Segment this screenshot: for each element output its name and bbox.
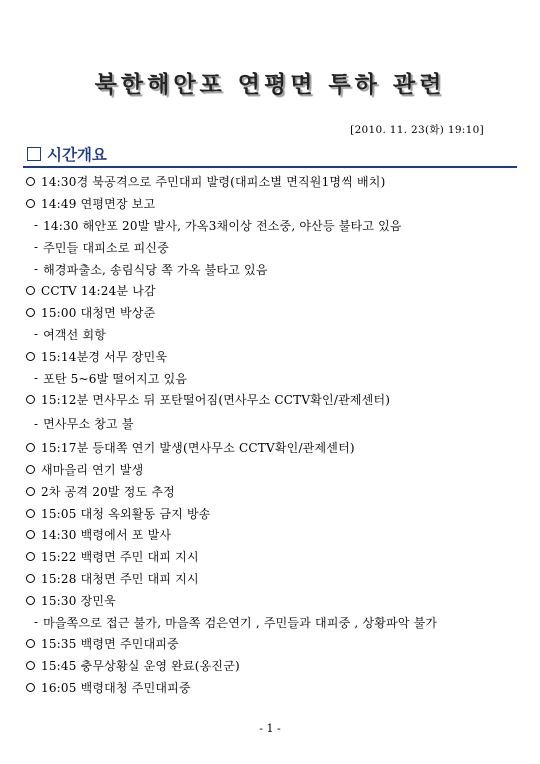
item-text: 15:28 대청면 주민 대피 지시 (41, 571, 199, 586)
timeline-item (26, 480, 521, 502)
dash-bullet: - (34, 218, 39, 233)
timeline-item (26, 502, 521, 524)
dash-bullet: - (34, 327, 39, 342)
document-title: 북한해안포 연평면 투하 관련 (94, 72, 446, 98)
circle-bullet-icon (26, 465, 35, 474)
circle-bullet-icon (26, 286, 35, 295)
timeline-item (26, 568, 521, 590)
item-text: 15:00 대청면 박상준 (41, 306, 156, 321)
timeline-item (26, 302, 521, 324)
item-text: 주민들 대피소로 피신중 (43, 240, 170, 255)
timeline-item (26, 389, 521, 411)
dash-bullet: - (34, 615, 39, 630)
timeline-item (26, 546, 521, 568)
circle-bullet-icon (26, 177, 35, 186)
empty-box-icon (27, 147, 41, 161)
timeline-subitem (26, 611, 521, 633)
timeline-item (26, 280, 521, 302)
report-datetime: [2010. 11. 23(화) 19:10] (350, 124, 484, 136)
dash-bullet: - (34, 240, 39, 255)
circle-bullet-icon (26, 574, 35, 583)
circle-bullet-icon (26, 596, 35, 605)
item-text: 14:30 백령에서 포 발사 (41, 528, 172, 543)
timeline-subitem (26, 236, 521, 258)
circle-bullet-icon (26, 661, 35, 670)
timeline-item (26, 633, 521, 655)
circle-bullet-icon (26, 395, 35, 404)
timeline-item (26, 589, 521, 611)
circle-bullet-icon (26, 683, 35, 692)
timeline-item (26, 345, 521, 367)
section-title: 시간개요 (47, 146, 107, 164)
item-text: 여객선 회항 (43, 327, 107, 342)
section-divider (23, 166, 517, 168)
item-text: 15:22 백령면 주민 대피 지시 (41, 550, 199, 565)
timeline-item (26, 459, 521, 481)
item-text: 15:45 충무상황실 운영 완료(옹진군) (41, 659, 240, 674)
timeline-item (26, 677, 521, 699)
dash-bullet: - (34, 371, 39, 386)
item-text: 새마을리 연기 발생 (41, 462, 144, 477)
item-text: 면사무소 창고 불 (43, 417, 134, 432)
timeline-item (26, 193, 521, 215)
timeline-item (26, 171, 521, 193)
timeline-item (26, 655, 521, 677)
circle-bullet-icon (26, 509, 35, 518)
item-text: 15:17분 등대쪽 연기 발생(면사무소 CCTV확인/관제센터) (41, 441, 355, 456)
item-text: 15:14분경 서무 장민욱 (41, 349, 168, 364)
page-number: - 1 - (259, 722, 281, 735)
timeline-item (26, 524, 521, 546)
circle-bullet-icon (26, 308, 35, 317)
circle-bullet-icon (26, 487, 35, 496)
timeline-subitem (26, 367, 521, 389)
item-text: 마을쪽으로 접근 불가, 마을쪽 검은연기 , 주민들과 대피중 , 상황파악 불가 (43, 615, 438, 630)
timeline-subitem (26, 324, 521, 346)
item-text: 14:30 해안포 20발 발사, 가옥3채이상 전소중, 야산등 불타고 있음 (43, 218, 402, 233)
circle-bullet-icon (26, 352, 35, 361)
circle-bullet-icon (26, 552, 35, 561)
item-text: 14:30경 북공격으로 주민대피 발령(대피소별 면직원1명씩 배치) (41, 175, 386, 190)
item-text: 15:35 백령면 주민대피중 (41, 637, 179, 652)
timeline-list (26, 171, 521, 698)
circle-bullet-icon (26, 639, 35, 648)
section-heading (27, 143, 107, 165)
item-text: 15:05 대청 옥외활동 금지 방송 (41, 506, 211, 521)
circle-bullet-icon (26, 530, 35, 539)
dash-bullet: - (34, 416, 39, 431)
dash-bullet: - (34, 262, 39, 277)
circle-bullet-icon (26, 199, 35, 208)
timeline-subitem (26, 215, 521, 237)
item-text: 15:12분 면사무소 뒤 포탄떨어짐(면사무소 CCTV확인/관제센터) (41, 393, 391, 408)
item-text: 포탄 5~6발 떨어지고 있음 (43, 371, 188, 386)
item-text: 2차 공격 20발 정도 추정 (41, 484, 175, 499)
timeline-item (26, 437, 521, 459)
timeline-subitem (26, 258, 521, 280)
item-text: 14:49 연평면장 보고 (41, 197, 156, 212)
item-text: CCTV 14:24분 나감 (41, 284, 156, 299)
item-text: 해경파출소, 송림식당 쪽 가옥 불타고 있음 (43, 262, 268, 277)
item-text: 16:05 백령대청 주민대피중 (41, 680, 191, 695)
circle-bullet-icon (26, 443, 35, 452)
item-text: 15:30 장민욱 (41, 593, 116, 608)
timeline-subitem (26, 411, 521, 437)
